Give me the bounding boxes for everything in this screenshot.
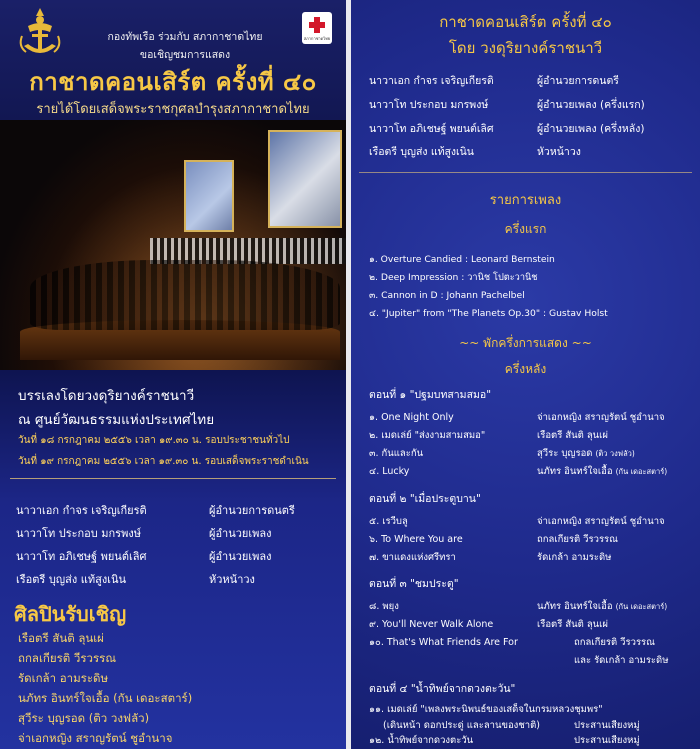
guest-artists-title: ศิลปินรับเชิญ: [14, 602, 127, 626]
song-performer: ถกลเกียรติ วีรวรรณ: [574, 637, 655, 648]
song-performer: เรือตรี สันติ ลุนเผ่: [537, 430, 608, 441]
song-title: ๗. ขาแดงแห่งศรีทรา: [369, 552, 456, 563]
song-row: [369, 617, 699, 633]
song-row: [369, 635, 699, 651]
staff-name: นาวาเอก กำจร เจริญเกียรติ: [16, 504, 147, 517]
song-title: ๑. One Night Only: [369, 412, 454, 423]
staff-name: นาวาโท อภิเชษฐ์ พยนต์เลิศ: [16, 550, 147, 563]
red-cross-logo: [302, 12, 332, 44]
staff-name: เรือตรี บุญส่ง แท้สูงเนิน: [369, 146, 474, 158]
staff-role: หัวหน้าวง: [537, 146, 581, 158]
segment-heading: ตอนที่ ๓ "ชมประตู": [369, 578, 459, 590]
song-title: ๖. To Where You are: [369, 534, 463, 545]
concert-photo: [0, 120, 346, 370]
song-row: [369, 599, 699, 615]
song-performer: ประสานเสียงหมู่: [574, 720, 640, 731]
staff-row: [369, 120, 699, 138]
song-title: ๔. Lucky: [369, 466, 410, 477]
song-performer: และ รัดเกล้า อามระดิษ: [574, 655, 669, 666]
song-performer: จ่าเอกหญิง สราญรัตน์ ชูอำนาจ: [537, 412, 665, 423]
segment-heading: ตอนที่ ๔ "น้ำทิพย์จากดวงตะวัน": [369, 683, 516, 695]
staff-role: ผู้อำนวยเพลง: [209, 550, 272, 563]
staff-row: [16, 501, 336, 521]
song-row: [369, 464, 699, 480]
staff-name: นาวาโท ประกอบ มกรพงษ์: [16, 527, 141, 540]
divider: [359, 172, 692, 173]
staff-name: เรือตรี บุญส่ง แท้สูงเนิน: [16, 573, 126, 586]
program-item: ๒. Deep Impression : วานิช โปตะวานิช: [369, 272, 538, 283]
staff-row: [16, 570, 336, 590]
segment-heading: ตอนที่ ๑ "ปฐมบทสามสมอ": [369, 389, 492, 401]
red-cross-logo-text: สภากาชาดไทย: [303, 36, 331, 41]
venue-line-2: ณ ศูนย์วัฒนธรรมแห่งประเทศไทย: [18, 412, 215, 428]
guest-artist: นภัทร อินทร์ใจเอื้อ (กัน เดอะสตาร์): [18, 691, 193, 705]
song-performer: รัดเกล้า อามระดิษ: [537, 552, 612, 563]
song-performer: นภัทร อินทร์ใจเอื้อ (กัน เดอะสตาร์): [537, 466, 668, 477]
song-title: ๑๒. น้ำทิพย์จากดวงตะวัน: [369, 735, 474, 746]
program-concert-title: กาชาดคอนเสิร์ต ครั้งที่ ๔๐: [439, 13, 612, 31]
song-title: ๒. เมดเล่ย์ "ส่งงามสามสมอ": [369, 430, 486, 441]
staff-name: นาวาโท ประกอบ มกรพงษ์: [369, 99, 489, 111]
venue-line-1: บรรเลงโดยวงดุริยางค์ราชนาวี: [18, 388, 195, 404]
divider: [10, 478, 336, 479]
song-performer: นภัทร อินทร์ใจเอื้อ (กัน เดอะสตาร์): [537, 601, 668, 612]
song-row: [369, 550, 699, 566]
song-row: [369, 653, 699, 669]
performer-note: (ติว วงฟลัว): [595, 449, 635, 458]
song-row: [369, 718, 699, 734]
concert-subtitle: รายได้โดยเสด็จพระราชกุศลบำรุงสภากาชาดไทย: [36, 102, 310, 117]
staff-row: [16, 547, 336, 567]
second-half-label: ครึ่งหลัง: [504, 362, 547, 376]
song-title: ๓. กันและกัน: [369, 448, 424, 459]
projection-screen-portrait: [268, 130, 342, 228]
staff-role: หัวหน้าวง: [209, 573, 255, 586]
song-title: ๙. You'll Never Walk Alone: [369, 619, 494, 630]
song-performer: ประสานเสียงหมู่: [574, 735, 640, 746]
guest-artist: รัดเกล้า อามระดิษ: [18, 671, 109, 685]
song-row: [369, 410, 699, 426]
song-row: [369, 702, 699, 718]
date-line-2: วันที่ ๑๙ กรกฎาคม ๒๕๕๖ เวลา ๑๙.๓๐ น. รอบเสด็จพระราชดำเนิน: [18, 456, 309, 467]
song-performer: ถกลเกียรติ วีรวรรณ: [537, 534, 618, 545]
song-title: ๘. พยุง: [369, 601, 399, 612]
song-title: ๑๐. That's What Friends Are For: [369, 637, 518, 648]
staff-role: ผู้อำนวยการดนตรี: [209, 504, 295, 517]
song-performer: จ่าเอกหญิง สราญรัตน์ ชูอำนาจ: [537, 516, 665, 527]
concert-title: กาชาดคอนเสิร์ต ครั้งที่ ๔๐: [29, 68, 317, 96]
guest-artist: สุวีระ บุญรอด (ติว วงฟลัว): [18, 711, 150, 725]
staff-name: นาวาโท อภิเชษฐ์ พยนต์เลิศ: [369, 123, 494, 135]
song-row: [369, 733, 699, 749]
staff-role: ผู้อำนวยเพลง (ครึ่งแรก): [537, 99, 645, 111]
song-row: [369, 532, 699, 548]
staff-row: [369, 72, 699, 90]
program-title: รายการเพลง: [489, 193, 562, 208]
orchestra: [30, 260, 340, 330]
date-line-1: วันที่ ๑๘ กรกฎาคม ๒๕๕๖ เวลา ๑๙.๓๐ น. รอบประชาชนทั่วไป: [18, 435, 290, 446]
program-item: ๑. Overture Candied : Leonard Bernstein: [369, 254, 555, 265]
intermission-label: ~~ พักครึ่งการแสดง ~~: [459, 336, 592, 350]
song-row: [369, 446, 699, 462]
song-title: (เดินหน้า ดอกประดู่ และลานของชาติ): [383, 720, 540, 731]
header-band: [0, 0, 346, 120]
program-by-line: โดย วงดุริยางค์ราชนาวี: [448, 39, 603, 57]
song-performer: เรือตรี สันติ ลุนเผ่: [537, 619, 608, 630]
staff-role: ผู้อำนวยเพลง: [209, 527, 272, 540]
program-item: ๓. Cannon in D : Johann Pachelbel: [369, 290, 525, 301]
first-half-label: ครึ่งแรก: [504, 222, 547, 236]
song-title: ๕. เรวีบลู: [369, 516, 408, 527]
staff-name: นาวาเอก กำจร เจริญเกียรติ: [369, 75, 494, 87]
org-line-1: กองทัพเรือ ร่วมกับ สภากาชาดไทย: [107, 31, 263, 43]
program-item: ๔. "Jupiter" from "The Planets Op.30" : Gustav Holst: [369, 308, 608, 319]
song-row: [369, 514, 699, 530]
staff-role: ผู้อำนวยเพลง (ครึ่งหลัง): [537, 123, 645, 135]
staff-role: ผู้อำนวยการดนตรี: [537, 75, 619, 87]
org-line-2: ขอเชิญชมการแสดง: [139, 49, 231, 61]
guest-artist: เรือตรี สันติ ลุนเผ่: [18, 631, 104, 645]
staff-row: [16, 524, 336, 544]
projection-screen-left: [184, 160, 234, 232]
performer-note: (กัน เดอะสตาร์): [615, 467, 668, 476]
left-panel: [0, 0, 346, 749]
right-panel: [351, 0, 700, 749]
guest-artist: จ่าเอกหญิง สราญรัตน์ ชูอำนาจ: [18, 731, 173, 745]
staff-row: [369, 96, 699, 114]
staff-row: [369, 143, 699, 161]
song-performer: สุวีระ บุญรอด (ติว วงฟลัว): [537, 448, 635, 459]
segment-heading: ตอนที่ ๒ "เมื่อประตูบาน": [369, 493, 481, 505]
info-section: [0, 370, 346, 749]
guest-artist: ถกลเกียรติ วีรวรรณ: [18, 651, 117, 665]
performer-note: (กัน เดอะสตาร์): [615, 602, 668, 611]
song-row: [369, 428, 699, 444]
navy-emblem-icon: [14, 6, 66, 62]
song-title: ๑๑. เมดเล่ย์ "เพลงพระนิพนธ์ของเสด็จในกรมหลวงชุมพร": [369, 704, 603, 715]
